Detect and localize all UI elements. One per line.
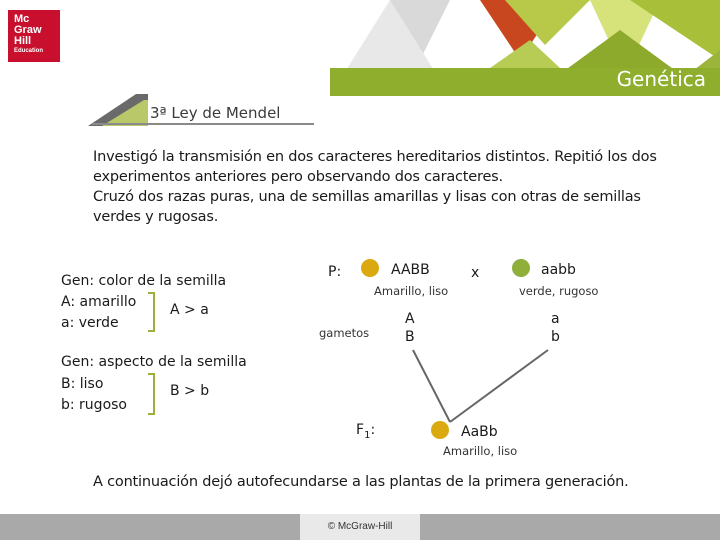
right-gamete-line [450, 350, 548, 422]
gene1-relation: A > a [170, 302, 209, 318]
gene2-allele-dominant: B: liso [61, 376, 104, 392]
intro-line-1: Investigó la transmisión en dos caracteres hereditarios distintos. Repitió los dos [93, 149, 657, 165]
f1-letter: F [356, 422, 365, 438]
gene1-allele-dominant: A: amarillo [61, 294, 137, 310]
closing-sentence: A continuación dejó autofecundarse a las plantas de la primera generación. [93, 474, 629, 490]
parent1-seed [361, 259, 379, 277]
intro-line-4: verdes y rugosas. [93, 209, 219, 225]
parent2-phenotype: verde, rugoso [519, 284, 599, 298]
logo-line-2: Graw [14, 24, 42, 36]
gene2-relation: B > b [170, 383, 210, 399]
parent1-genotype: AABB [391, 262, 430, 278]
intro-line-2: experimentos anteriores pero observando dos caracteres. [93, 169, 503, 185]
footer-copyright: © McGraw-Hill [300, 514, 420, 540]
f1-genotype: AaBb [461, 424, 498, 440]
f1-phenotype: Amarillo, liso [443, 444, 518, 458]
f1-seed [431, 421, 449, 439]
f1-subscript: 1 [364, 429, 371, 441]
parent2-seed [512, 259, 530, 277]
gamete1-top: A [405, 311, 415, 327]
gene2-allele-recessive: b: rugoso [61, 397, 127, 413]
gametes-label: gametos [319, 326, 370, 340]
gene1-title: Gen: color de la semilla [61, 273, 227, 289]
header-title: Genética [616, 67, 706, 91]
parent2-genotype: aabb [541, 262, 576, 278]
parent1-phenotype: Amarillo, liso [374, 284, 449, 298]
f1-colon: : [370, 422, 376, 438]
section-title: 3ª Ley de Mendel [150, 104, 281, 122]
logo-line-1: Mc [14, 13, 30, 25]
gamete2-bottom: b [551, 329, 560, 345]
gamete2-top: a [551, 311, 560, 327]
cross-symbol: x [471, 265, 480, 281]
intro-line-3: Cruzó dos razas puras, una de semillas amarillas y lisas con otras de semillas [93, 189, 641, 205]
p-label: P: [328, 264, 342, 280]
left-gamete-line [413, 350, 450, 422]
f1-label [356, 422, 375, 441]
logo-line-4: Education [14, 48, 44, 54]
gene2-title: Gen: aspecto de la semilla [61, 354, 247, 370]
gamete1-bottom: B [405, 329, 415, 345]
logo-line-3: Hill [14, 35, 32, 47]
gene1-allele-recessive: a: verde [61, 315, 119, 331]
